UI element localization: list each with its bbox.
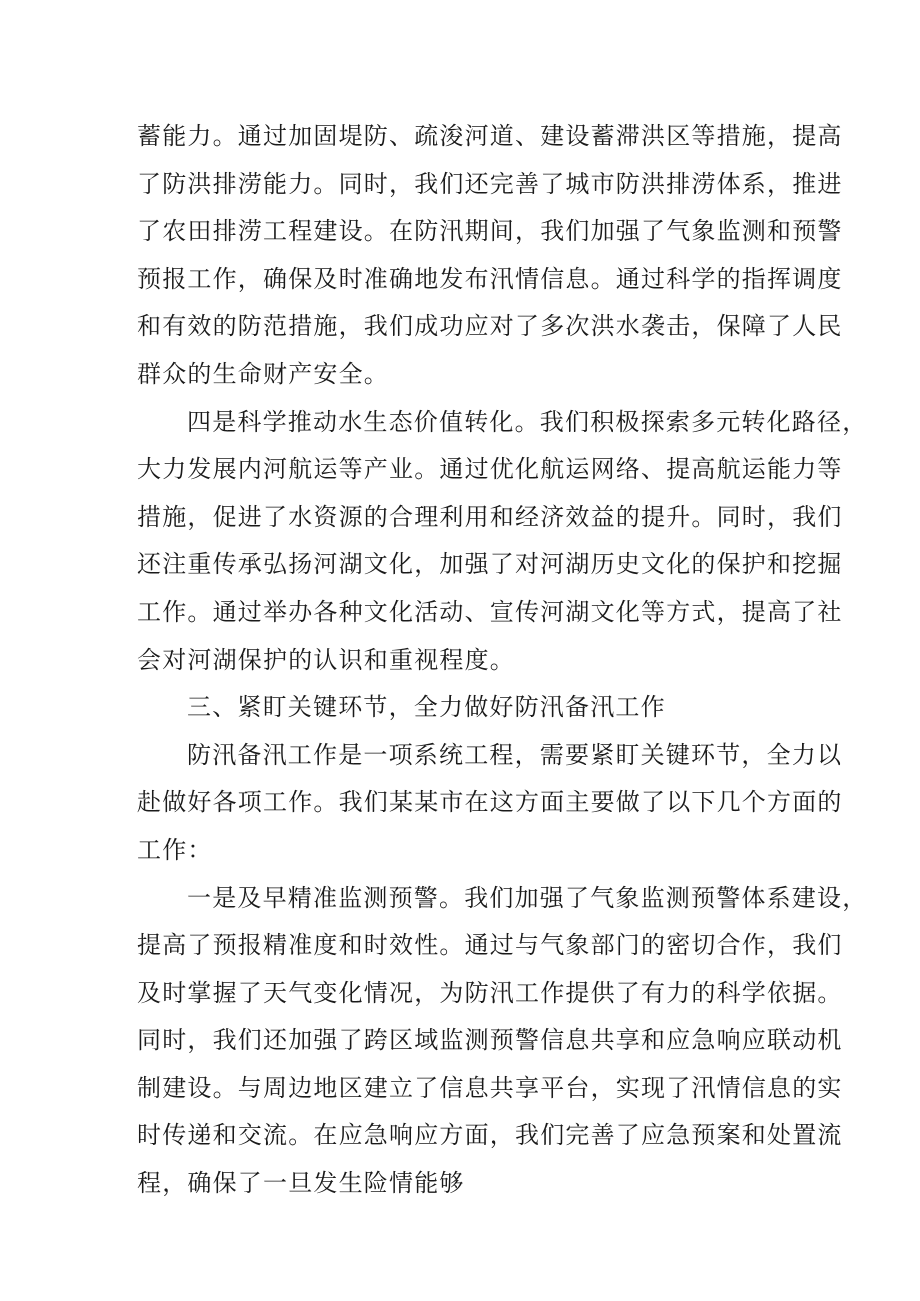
text-line: 大力发展内河航运等产业。通过优化航运网络、提高航运能力等: [137, 455, 843, 484]
paragraph-start-line: 一是及早精准监测预警。我们加强了气象监测预警体系建设，: [187, 883, 868, 912]
text-line: 时传递和交流。在应急响应方面，我们完善了应急预案和处置流: [137, 1121, 843, 1150]
text-line: 和有效的防范措施，我们成功应对了多次洪水袭击，保障了人民: [137, 312, 843, 341]
text-line: 蓄能力。通过加固堤防、疏浚河道、建设蓄滞洪区等措施，提高: [137, 122, 843, 150]
text-line: 了防洪排涝能力。同时，我们还完善了城市防洪排涝体系，推进: [137, 169, 843, 198]
text-line: 措施，促进了水资源的合理利用和经济效益的提升。同时，我们: [137, 502, 843, 531]
text-line: 工作：: [137, 835, 213, 864]
paragraph-start-line: 四是科学推动水生态价值转化。我们积极探索多元转化路径，: [187, 407, 868, 436]
text-line: 同时，我们还加强了跨区域监测预警信息共享和应急响应联动机: [137, 1026, 843, 1055]
text-line: 赴做好各项工作。我们某某市在这方面主要做了以下几个方面的: [137, 788, 843, 817]
body-text: [137, 113, 868, 1208]
text-line: 预报工作，确保及时准确地发布汛情信息。通过科学的指挥调度: [137, 264, 843, 293]
text-line: 提高了预报精准度和时效性。通过与气象部门的密切合作，我们: [137, 931, 843, 960]
text-line: 工作。通过举办各种文化活动、宣传河湖文化等方式，提高了社: [137, 597, 843, 626]
text-line: 程，确保了一旦发生险情能够: [137, 1169, 465, 1198]
section-heading: 三、紧盯关键环节，全力做好防汛备汛工作: [187, 693, 666, 722]
paragraph-start-line: 防汛备汛工作是一项系统工程，需要紧盯关键环节，全力以: [187, 740, 843, 769]
text-line: 会对河湖保护的认识和重视程度。: [137, 645, 515, 674]
text-line: 制建设。与周边地区建立了信息共享平台，实现了汛情信息的实: [137, 1073, 843, 1102]
text-line: 群众的生命财产安全。: [137, 359, 389, 388]
text-line: 及时掌握了天气变化情况，为防汛工作提供了有力的科学依据。: [137, 978, 843, 1007]
text-line: 了农田排涝工程建设。在防汛期间，我们加强了气象监测和预警: [137, 217, 843, 246]
text-line: 还注重传承弘扬河湖文化，加强了对河湖历史文化的保护和挖掘: [137, 550, 843, 579]
